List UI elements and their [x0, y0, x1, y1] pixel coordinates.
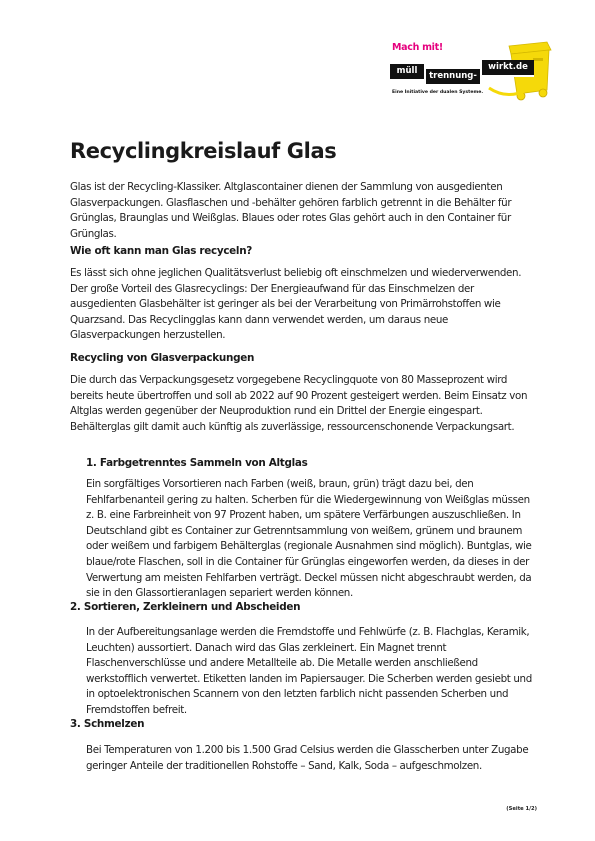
step-heading-collecting: 1. Farbgetrenntes Sammeln von Altglas	[86, 457, 308, 469]
logo-word-trennung: trennung-	[424, 67, 480, 84]
section-paragraph-recycle-how-often: Es lässt sich ohne jeglichen Qualitätsverlust beliebig oft einschmelzen und wiederverwenden. Der große Vorteil des Glasrecyclings: Der Energieaufwand für das Einschmelzen der ausgedienten Glasbehälter ist geringer als bei der Verarbeitung von Primärrohstoffen wie Quarzsand. Das Recyclingglas kann dann verwendet werden, um daraus neue Glasverpackungen herzustellen.	[70, 267, 522, 342]
page-title: Recyclingkreislauf Glas	[70, 139, 337, 163]
intro-paragraph: Glas ist der Recycling-Klassiker. Altglascontainer dienen der Sammlung von ausgedienten Glasverpackungen. Glasflaschen und -behälter gehören farblich getrennt in die Behälter für Grünglas, Braunglas und Weißglas. Blaues oder rotes Glas gehört auch in den Container für Grünglas.	[70, 181, 512, 240]
step-heading-sorting: 2. Sortieren, Zerkleinern und Abscheiden	[70, 601, 301, 613]
brand-logo	[389, 40, 559, 112]
logo-subline: Eine Initiative der dualen Systeme.	[392, 90, 484, 95]
section-heading-recycle-how-often: Wie oft kann man Glas recyceln?	[70, 245, 253, 257]
step-paragraph-collecting: Ein sorgfältiges Vorsortieren nach Farben (weiß, braun, grün) trägt dazu bei, den Fehlfarbenanteil gering zu halten. Scherben für die Wiedergewinnung von Weißglas müssen z. B. eine Farbreinheit von 97 Prozent haben, um spätere Verfärbungen auszuschließen. In Deutschland gibt es Container zur Getrenntsammlung von weißem, grünem und braunem oder weißem und farbigem Behälterglas (regionale Ausnahmen sind möglich). Buntglas, wie blaue/rote Flaschen, soll in die Container für Grünglas eingeworfen werden, da dieses in der Verwertung am meisten Fehlfarben verträgt. Deckel müssen nicht abgeschraubt werden, da sie in den Glassortieranlagen separiert werden können.	[86, 478, 532, 600]
step-paragraph-sorting: In der Aufbereitungsanlage werden die Fremdstoffe und Fehlwürfe (z. B. Flachglas, Keramik, Leuchten) aussortiert. Danach wird das Glas zerkleinert. Ein Magnet trennt Flaschenverschlüsse und andere Metallteile ab. Die Metalle werden anschließend werkstofflich verwertet. Etiketten landen im Papiersauger. Die Scherben werden gesiebt und in optoelektronischen Scannern von den letzten farblich nicht passenden Scherben und Fremdstoffen befreit.	[86, 626, 532, 716]
section-heading-packaging-recycling: Recycling von Glasverpackungen	[70, 352, 255, 364]
logo-word-wirkt: wirkt.de	[480, 60, 534, 77]
step-paragraph-melting: Bei Temperaturen von 1.200 bis 1.500 Grad Celsius werden die Glasscherben unter Zugabe geringer Anteile der traditionellen Rohstoffe – Sand, Kalk, Soda – aufgeschmolzen.	[86, 744, 529, 772]
logo-wordmark	[390, 62, 534, 80]
section-paragraph-packaging-recycling: Die durch das Verpackungsgesetz vorgegebene Recyclingquote von 80 Masseprozent wird bereits heute übertroffen und soll ab 2022 auf 90 Prozent gesteigert werden. Beim Einsatz von Altglas werden gegenüber der Neuproduktion rund ein Drittel der Energie eingespart. Behälterglas gilt damit auch künftig als zuverlässige, ressourcenschonende Verpackungsart.	[70, 374, 528, 433]
page-number: (Seite 1/2)	[506, 806, 537, 812]
logo-word-muell: müll	[390, 64, 424, 79]
logo-slogan: Mach mit!	[392, 42, 443, 53]
step-heading-melting: 3. Schmelzen	[70, 718, 145, 730]
